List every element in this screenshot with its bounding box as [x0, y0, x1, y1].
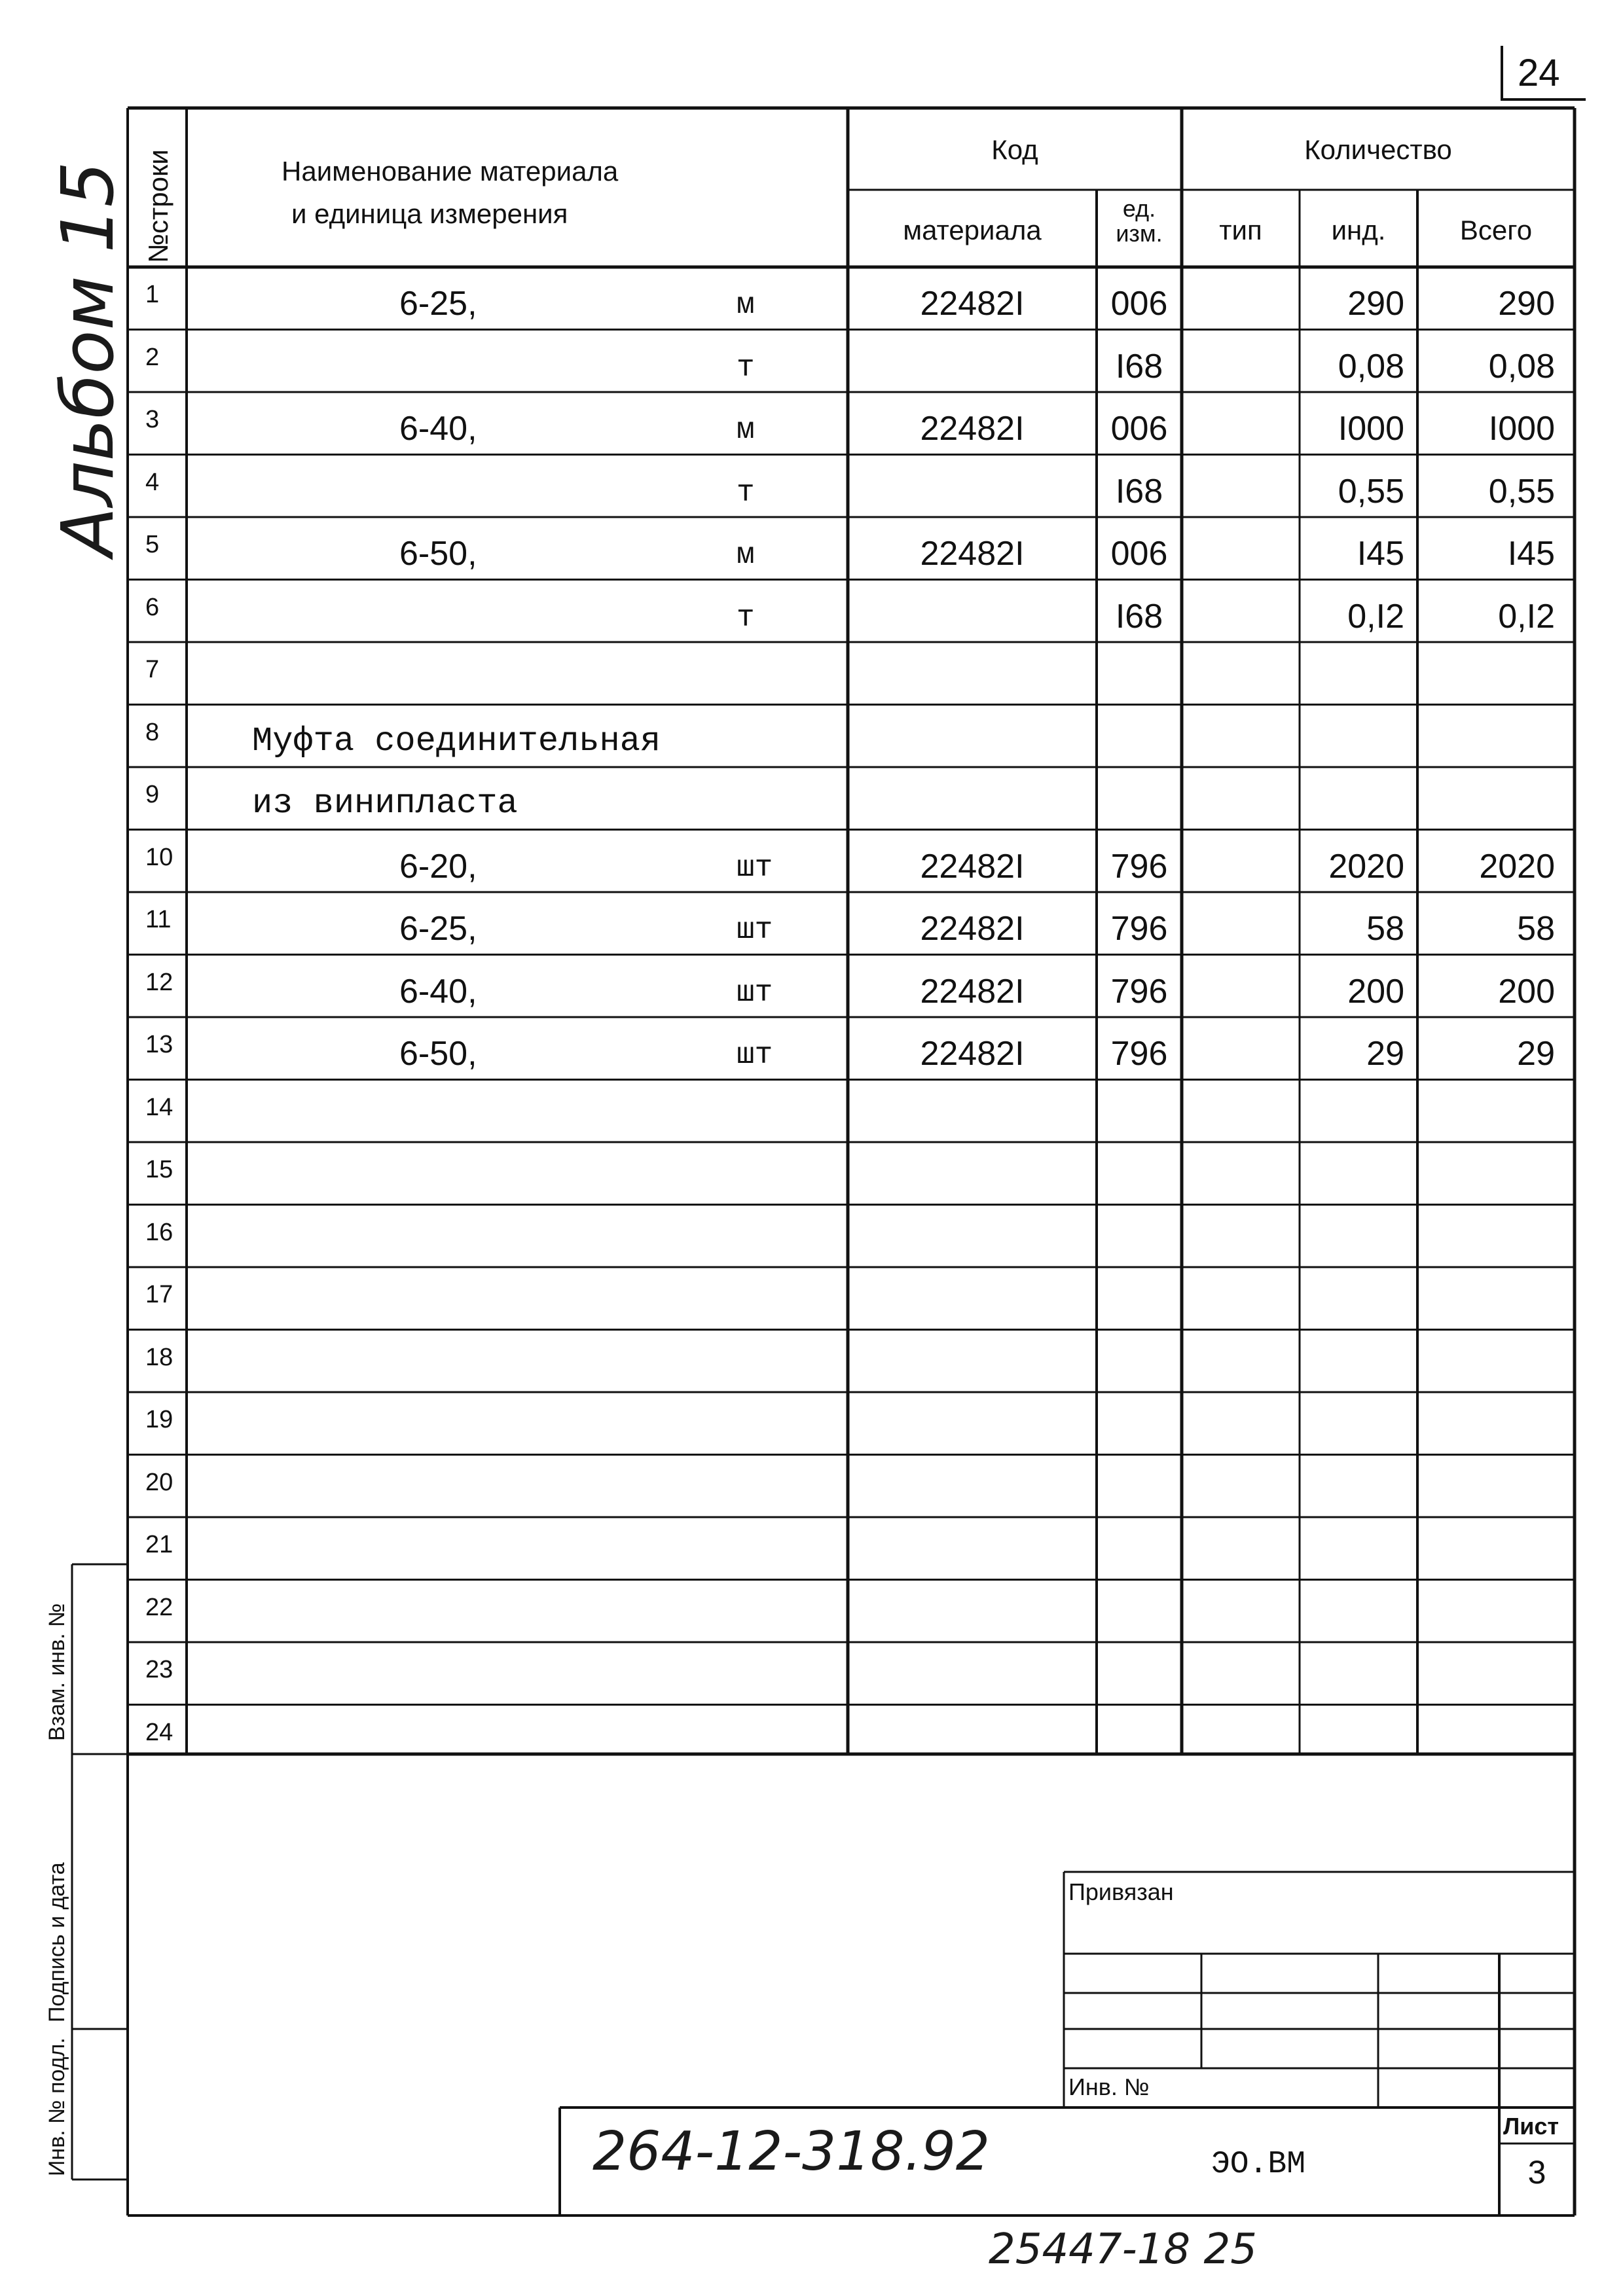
item-title: Муфта соединительная [252, 721, 661, 761]
header-col-unit: ед. изм. [1116, 195, 1163, 247]
row-number: 14 [145, 1093, 173, 1121]
unit-code: 796 [1110, 847, 1168, 886]
row-number: 23 [145, 1656, 173, 1683]
qty-ind: 0,08 [1338, 347, 1404, 386]
sheet-label: Лист [1503, 2113, 1559, 2140]
item-unit: м [737, 538, 755, 572]
item-size: 6-20, [399, 847, 477, 886]
row-number: 17 [145, 1281, 173, 1308]
title-inv-no: Инв. № [1068, 2073, 1150, 2100]
qty-total: 0,08 [1488, 347, 1555, 386]
qty-ind: 0,55 [1338, 472, 1404, 511]
row-number: 16 [145, 1218, 173, 1246]
row-number: 2 [145, 343, 160, 371]
footer-note: 25447-18 25 [989, 2225, 1257, 2274]
row-number: 20 [145, 1468, 173, 1496]
header-col-total: Всего [1459, 215, 1533, 245]
item-size: 6-50, [399, 535, 477, 573]
row-number: 10 [145, 843, 173, 871]
qty-total: 290 [1498, 285, 1555, 323]
stamp-vzam-inv: Взам. инв. № [45, 1603, 69, 1741]
row-number: 7 [145, 656, 160, 683]
document-code: 264-12-318.92 [593, 2121, 990, 2183]
unit-code: I68 [1115, 472, 1163, 511]
unit-code: I68 [1115, 597, 1163, 636]
item-unit: шт [737, 913, 773, 947]
header-name-line1: Наименование материала [282, 156, 619, 187]
unit-code: 796 [1110, 972, 1168, 1011]
qty-ind: 29 [1366, 1035, 1404, 1073]
row-number: 3 [145, 406, 160, 433]
row-number: 4 [145, 468, 160, 496]
item-unit: т [737, 475, 755, 510]
row-number: 21 [145, 1531, 173, 1558]
row-number: 13 [145, 1031, 173, 1058]
material-code: 22482I [920, 285, 1025, 323]
material-code: 22482I [920, 972, 1025, 1011]
unit-code: I68 [1115, 347, 1163, 386]
material-code: 22482I [920, 847, 1025, 886]
item-unit: м [737, 413, 755, 447]
qty-ind: 200 [1347, 972, 1404, 1011]
qty-total: 200 [1498, 972, 1555, 1011]
row-number: 18 [145, 1343, 173, 1371]
unit-code: 006 [1110, 410, 1168, 448]
qty-ind: 2020 [1328, 847, 1404, 886]
material-code: 22482I [920, 910, 1025, 948]
qty-ind: I45 [1357, 535, 1404, 573]
item-unit: шт [737, 1038, 773, 1072]
title-privyazan: Привязан [1068, 1878, 1174, 1905]
row-number: 24 [145, 1718, 173, 1746]
item-size: 6-40, [399, 410, 477, 448]
qty-total: 29 [1517, 1035, 1555, 1073]
header-col-ind: инд. [1331, 215, 1386, 245]
row-number: 19 [145, 1406, 173, 1433]
header-col-material: материала [903, 215, 1042, 245]
item-size: 6-40, [399, 972, 477, 1011]
qty-total: 58 [1517, 910, 1555, 948]
sheet-number: 3 [1527, 2154, 1546, 2191]
item-size: 6-50, [399, 1035, 477, 1073]
header-qty-group: Количество [1304, 134, 1452, 165]
material-code: 22482I [920, 535, 1025, 573]
stamp-podpis-data: Подпись и дата [45, 1862, 69, 2022]
qty-ind: I000 [1338, 410, 1404, 448]
header-name-line2: и единица измерения [291, 198, 568, 229]
qty-ind: 290 [1347, 285, 1404, 323]
item-title: из винипласта [252, 784, 518, 823]
row-number: 12 [145, 968, 173, 996]
item-unit: шт [737, 975, 773, 1010]
row-number: 8 [145, 718, 160, 746]
material-code: 22482I [920, 1035, 1025, 1073]
header-code-group: Код [991, 134, 1038, 165]
item-unit: м [737, 288, 755, 322]
album-note: Альбом 15 [46, 161, 130, 556]
item-size: 6-25, [399, 910, 477, 948]
row-number: 15 [145, 1156, 173, 1183]
row-number: 6 [145, 593, 160, 621]
unit-code: 006 [1110, 535, 1168, 573]
item-unit: шт [737, 850, 773, 885]
item-size: 6-25, [399, 285, 477, 323]
material-code: 22482I [920, 410, 1025, 448]
unit-code: 006 [1110, 285, 1168, 323]
item-unit: т [737, 600, 755, 635]
row-number: 5 [145, 531, 160, 558]
qty-total: 2020 [1479, 847, 1555, 886]
row-number: 11 [145, 906, 172, 933]
qty-ind: 0,I2 [1347, 597, 1404, 636]
row-number: 9 [145, 781, 160, 808]
qty-total: 0,55 [1488, 472, 1555, 511]
qty-total: I45 [1507, 535, 1555, 573]
item-unit: т [737, 350, 755, 385]
unit-code: 796 [1110, 910, 1168, 948]
qty-total: I000 [1488, 410, 1555, 448]
header-row-no: №строки [143, 149, 173, 263]
qty-ind: 58 [1366, 910, 1404, 948]
qty-total: 0,I2 [1498, 597, 1555, 636]
stamp-inv-podl: Инв. № подл. [45, 2037, 69, 2176]
unit-code: 796 [1110, 1035, 1168, 1073]
row-number: 1 [145, 281, 160, 308]
document-suffix: ЭО.ВМ [1211, 2147, 1306, 2182]
page-number: 24 [1518, 52, 1560, 94]
header-col-type: тип [1219, 215, 1262, 245]
row-number: 22 [145, 1593, 173, 1621]
